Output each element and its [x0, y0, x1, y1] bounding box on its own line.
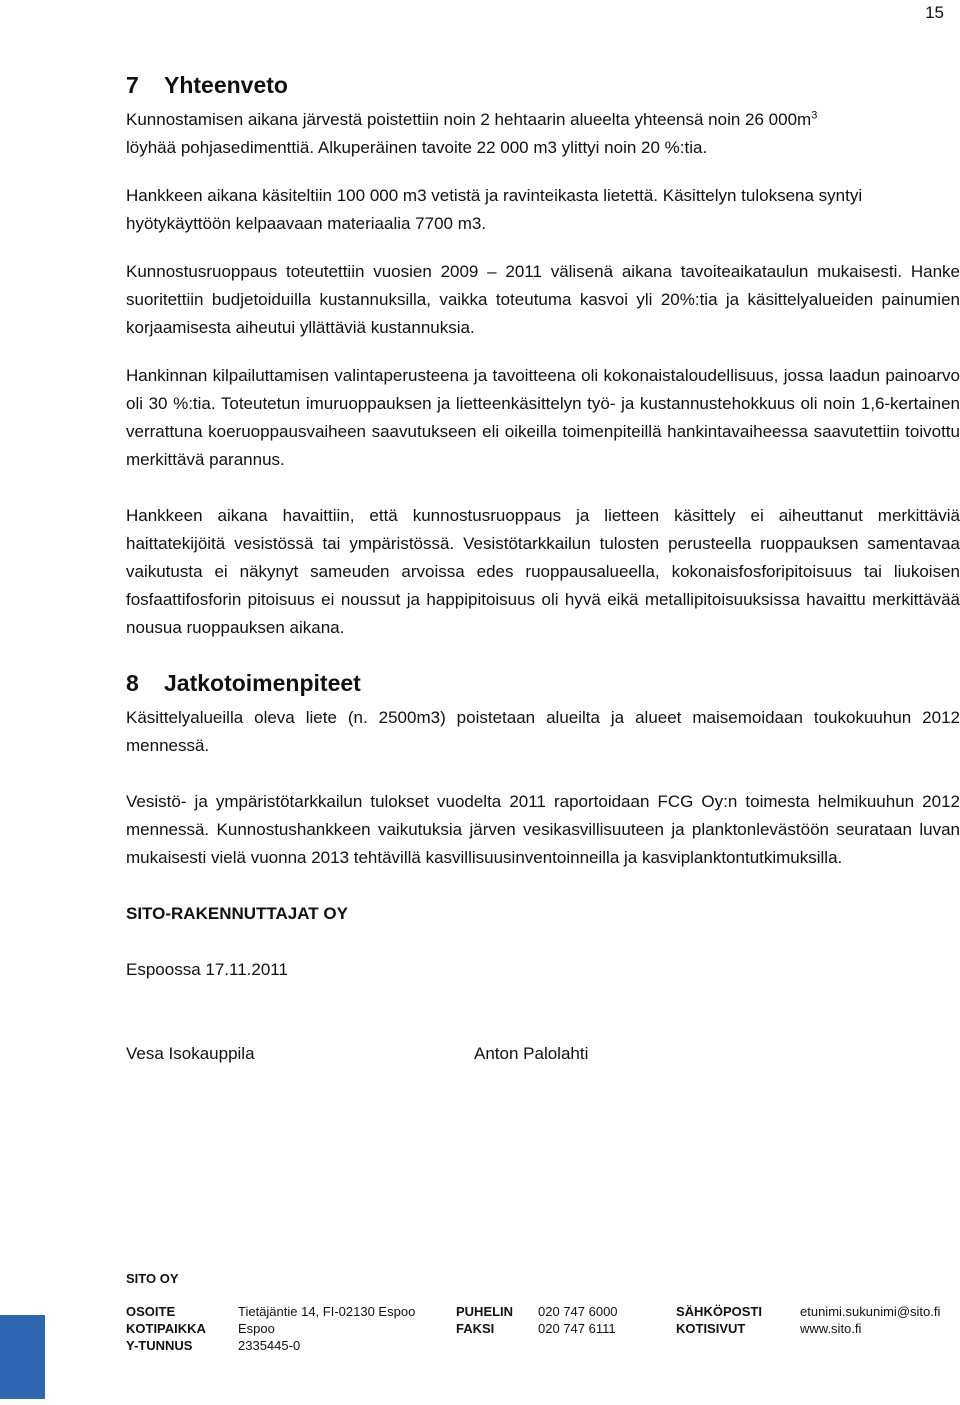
- footer-label-fax: FAKSI: [456, 1321, 495, 1336]
- footer-value-domicile: Espoo: [238, 1321, 275, 1336]
- followup-paragraph-1: Käsittelyalueilla oleva liete (n. 2500m3) poistetaan alueilta ja alueet maisemoidaan toukokuuhun 2012 mennessä.: [126, 708, 960, 755]
- summary-paragraph-5: Hankkeen aikana havaittiin, että kunnostusruoppaus ja lietteen käsittely ei aiheuttanut merkittäviä haittatekijöitä vesistössä tai ympäristössä. Vesistötarkkailun tulosten perusteella ruoppauksen samentavaa vaikutusta ei näkynyt sameuden arvoissa edes ruoppausalueella, kokonaisfosforipitoisuus tai liukoisen fosfaattifosforin pitoisuus ei noussut ja happipitoisuus oli hyvä eikä metallipitoisuuksissa havaittu merkittävää nousua ruoppauksen aikana.: [126, 506, 960, 637]
- followup-paragraph-2: Vesistö- ja ympäristötarkkailun tulokset vuodelta 2011 raportoidaan FCG Oy:n toimesta helmikuuhun 2012 mennessä. Kunnostushankkeen vaikutuksia järven vesikasvillisuuteen ja planktonlevästöön seurataan luvan mukaisesti vielä vuonna 2013 tehtävillä kasvillisuusinventoinneilla ja kasviplanktontutkimuksilla.: [126, 792, 960, 867]
- document-body: [126, 70, 960, 1068]
- page-number: 15: [925, 3, 944, 22]
- section-title: Jatkotoimenpiteet: [164, 670, 361, 696]
- summary-paragraph-3: Kunnostusruoppaus toteutettiin vuosien 2009 – 2011 välisenä aikana tavoiteaikataulun mukaisesti. Hanke suoritettiin budjetoiduilla kustannuksilla, vaikka toteutuma kasvoi yli 20%:tia ja käsittelyalueiden painumien korjaamisesta aiheutui yllättäviä kustannuksia.: [126, 262, 960, 337]
- footer-label-domicile: KOTIPAIKKA: [126, 1321, 206, 1336]
- footer-value-website[interactable]: www.sito.fi: [800, 1321, 862, 1336]
- footer-label-website: KOTISIVUT: [676, 1321, 746, 1336]
- footer-value-email[interactable]: etunimi.sukunimi@sito.fi: [800, 1304, 941, 1319]
- signatory-1: Vesa Isokauppila: [126, 1044, 255, 1063]
- summary-p1-text: Kunnostamisen aikana järvestä poistettiin noin 2 hehtaarin alueelta yhteensä noin 26 000m: [126, 110, 812, 129]
- footer-accent-block: [0, 1315, 45, 1399]
- summary-paragraph-1: [126, 106, 960, 162]
- footer-label-phone: PUHELIN: [456, 1304, 514, 1319]
- footer-label-address: OSOITE: [126, 1304, 176, 1319]
- superscript: 3: [811, 109, 818, 122]
- signatures: [126, 1040, 960, 1068]
- summary-paragraph-2: Hankkeen aikana käsiteltiin 100 000 m3 vetistä ja ravinteikasta lietettä. Käsittelyn tuloksena syntyi hyötykäyttöön kelpaavaan materiaalia 7700 m3.: [126, 186, 863, 233]
- footer-label-email: SÄHKÖPOSTI: [676, 1304, 762, 1319]
- footer-company: SITO OY: [126, 1271, 179, 1286]
- footer-value-address: Tietäjäntie 14, FI-02130 Espoo: [238, 1304, 416, 1319]
- section-number: 7: [126, 72, 139, 98]
- section-number: 8: [126, 670, 139, 696]
- summary-p1-line2: löyhää pohjasedimenttiä. Alkuperäinen tavoite 22 000 m3 ylittyi noin 20 %:tia.: [126, 138, 708, 157]
- summary-paragraph-4: Hankinnan kilpailuttamisen valintaperusteena ja tavoitteena oli kokonaistaloudellisuus, jossa laadun painoarvo oli 30 %:tia. Toteutetun imuruoppauksen ja lietteenkäsittelyn työ- ja kustannustehokkuus oli noin 1,6-kertainen verrattuna koeruoppausvaiheen saavutukseen eli oikeilla toimenpiteillä hankintavaiheessa saavutettiin toivottu merkittävä parannus.: [126, 366, 960, 469]
- place-date: Espoossa 17.11.2011: [126, 960, 288, 979]
- page-footer: [0, 1265, 960, 1405]
- signoff-company: SITO-RAKENNUTTAJAT OY: [126, 904, 348, 923]
- footer-value-phone: 020 747 6000: [538, 1304, 618, 1319]
- footer-value-business-id: 2335445-0: [238, 1338, 301, 1353]
- signatory-2: Anton Palolahti: [474, 1044, 589, 1063]
- section-heading-summary: [126, 70, 960, 100]
- footer-value-fax: 020 747 6111: [538, 1321, 616, 1336]
- section-heading-followup: [126, 668, 960, 698]
- footer-label-business-id: Y-TUNNUS: [126, 1338, 193, 1353]
- section-title: Yhteenveto: [164, 72, 288, 98]
